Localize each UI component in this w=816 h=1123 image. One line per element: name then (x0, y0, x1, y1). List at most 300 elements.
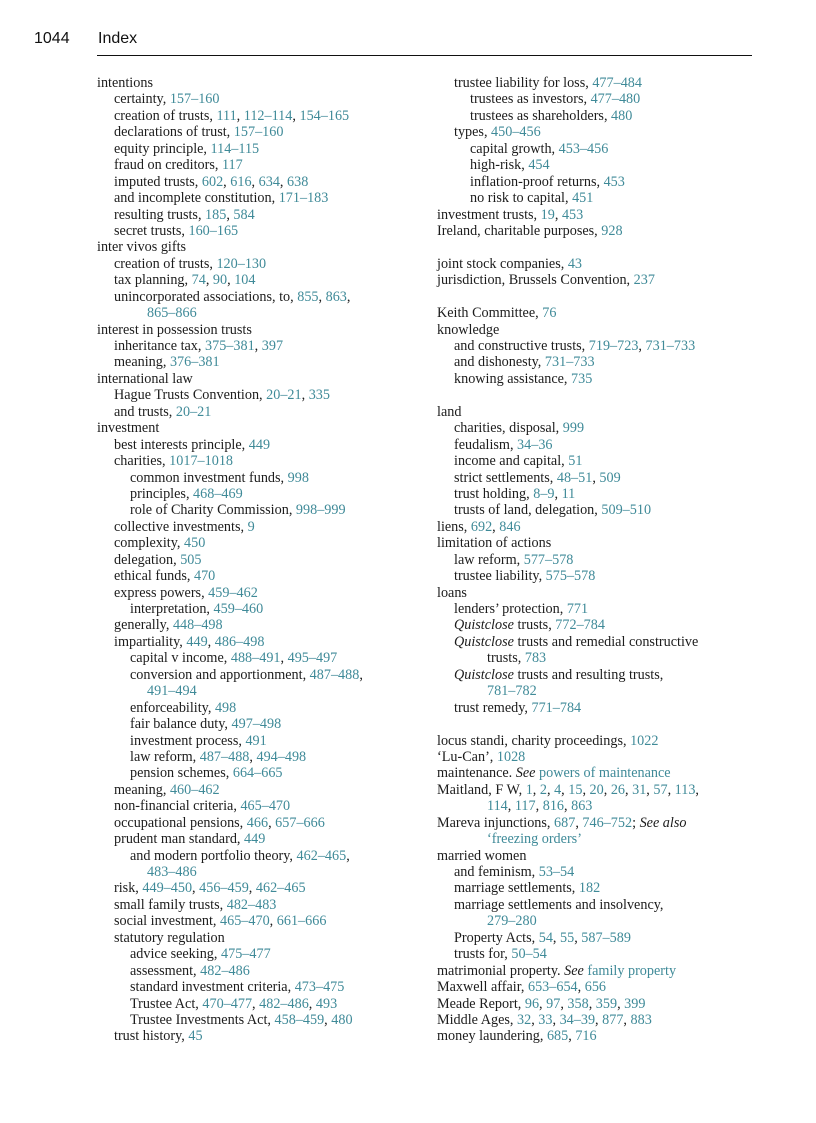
entry-text: trusts for, (454, 946, 512, 963)
page-reference-link[interactable]: 4 (554, 781, 562, 798)
page-number: 1044 (34, 30, 70, 47)
index-entry-continuation (437, 831, 747, 847)
page-reference-link[interactable]: 33 (538, 1011, 553, 1028)
entry-text: investment trusts, (437, 206, 541, 223)
page-reference-link[interactable]: 114 (487, 798, 508, 815)
index-entry (437, 272, 747, 288)
entry-text: land (437, 403, 462, 420)
page-reference-link[interactable]: 453–456 (558, 140, 609, 157)
page-reference-link[interactable]: 998–999 (295, 502, 346, 519)
page-reference-link[interactable]: 120–130 (216, 255, 267, 272)
page-reference-link[interactable]: 509 (599, 469, 621, 486)
page-reference-link[interactable]: 638 (287, 173, 309, 190)
entry-text: , (638, 338, 646, 354)
page-reference-link[interactable]: 731–733 (645, 338, 696, 354)
page-reference-link[interactable]: 453 (561, 206, 584, 223)
page-reference-link[interactable]: 19 (540, 206, 555, 223)
index-subentry (97, 453, 417, 469)
page-reference-link[interactable]: 43 (567, 255, 583, 272)
page-reference-link[interactable]: powers of maintenance (539, 765, 671, 782)
page-reference-link[interactable]: 470–477 (202, 995, 253, 1012)
index-subentry (437, 601, 747, 617)
index-entry (437, 322, 747, 338)
page-reference-link[interactable]: 928 (601, 222, 623, 239)
entry-text: Trustee Act, (130, 995, 203, 1012)
page-reference-link[interactable]: 491 (245, 732, 267, 749)
page-reference-link[interactable]: 719–723 (588, 338, 639, 354)
entry-text: trusts of land, delegation, (454, 502, 602, 519)
page-reference-link[interactable]: 462–465 (296, 847, 347, 864)
entry-text: Property Acts, (454, 929, 539, 946)
page-reference-link[interactable]: 375–381 (205, 338, 255, 354)
page-reference-link[interactable]: 687 (554, 814, 576, 831)
index-subentry (97, 930, 417, 946)
page-reference-link[interactable]: 491–494 (147, 683, 197, 700)
page-reference-link[interactable]: 685 (546, 1028, 569, 1045)
index-subentry (97, 765, 417, 781)
page-reference-link[interactable]: 1028 (496, 748, 526, 765)
page-reference-link[interactable]: 486–498 (214, 633, 265, 650)
page-reference-link[interactable]: 1 (525, 781, 533, 798)
page-reference-link[interactable]: 11 (561, 485, 576, 502)
page-reference-link[interactable]: 771 (566, 601, 589, 617)
page-reference-link[interactable]: 746–752 (582, 814, 633, 831)
page-reference-link[interactable]: 863 (571, 798, 593, 815)
page-reference-link[interactable]: 575–578 (545, 568, 596, 585)
page-reference-link[interactable]: 182 (578, 880, 601, 897)
entry-text: , (507, 798, 515, 815)
index-subentry (437, 486, 747, 502)
page-reference-link[interactable]: family property (587, 962, 677, 979)
entry-text: feudalism, (454, 436, 518, 453)
page-reference-link[interactable]: 480 (331, 1011, 353, 1028)
entry-text: , (552, 1011, 560, 1028)
page-reference-link[interactable]: 855 (297, 288, 319, 305)
entry-text: meaning, (114, 354, 170, 371)
page-reference-link[interactable]: 1022 (630, 732, 659, 749)
page-reference-link[interactable]: 112–114 (243, 107, 293, 124)
index-subentry (97, 502, 417, 518)
entry-gap (437, 387, 747, 403)
index-subentry (97, 700, 417, 716)
index-subentry (437, 667, 747, 683)
page-reference-link[interactable]: 237 (633, 272, 655, 289)
entry-text: Keith Committee, (437, 305, 543, 322)
page-reference-link[interactable]: 473–475 (294, 979, 345, 996)
page-reference-link[interactable]: 76 (542, 305, 557, 322)
entry-text: , (646, 781, 654, 798)
page-reference-link[interactable]: 54 (538, 929, 553, 946)
index-entry (437, 223, 747, 239)
page-reference-link[interactable]: 661–666 (276, 913, 327, 930)
page-reference-link[interactable]: ‘freezing orders’ (487, 831, 582, 848)
entry-text: imputed trusts, (114, 173, 202, 190)
page-reference-link[interactable]: 31 (632, 781, 647, 798)
page-reference-link[interactable]: 113 (674, 781, 696, 798)
index-subentry (97, 141, 417, 157)
page-reference-link[interactable]: 160–165 (188, 222, 239, 239)
page-reference-link[interactable]: 735 (571, 370, 593, 387)
index-subentry (97, 585, 417, 601)
page-reference-link[interactable]: 482–483 (226, 896, 277, 913)
page-reference-link[interactable]: 487–488 (309, 666, 360, 683)
index-entry (437, 848, 747, 864)
page-reference-link[interactable]: 664–665 (232, 765, 283, 782)
page-reference-link[interactable]: 15 (568, 781, 583, 798)
page-reference-link[interactable]: 50–54 (511, 946, 547, 963)
index-subentry (437, 91, 747, 107)
page-reference-link[interactable]: 459–460 (213, 601, 264, 617)
index-entry (97, 239, 417, 255)
page-reference-link[interactable]: 456–459 (199, 880, 249, 897)
page-reference-link[interactable]: 279–280 (487, 913, 537, 930)
page-reference-link[interactable]: 498 (214, 699, 237, 716)
index-subentry (97, 897, 417, 913)
page-reference-link[interactable]: 449 (248, 436, 271, 453)
page-reference-link[interactable]: 771–784 (531, 699, 582, 716)
entry-text: , (667, 781, 675, 798)
index-entry (97, 420, 417, 436)
entry-text: locus standi, charity proceedings, (437, 732, 631, 749)
page-reference-link[interactable]: 477–480 (590, 91, 641, 108)
entry-text: enforceability, (130, 699, 215, 716)
index-subentry (437, 700, 747, 716)
page-reference-link[interactable]: 480 (611, 107, 633, 124)
index-subentry (437, 338, 747, 354)
entry-text: married women (437, 847, 527, 864)
entry-text: delegation, (114, 551, 181, 568)
entry-text: , (269, 913, 277, 930)
page-reference-link[interactable]: 2 (539, 781, 547, 798)
entry-text: money laundering, (437, 1028, 547, 1045)
entry-text: Meade Report, (437, 995, 525, 1012)
page-reference-link[interactable]: 53–54 (538, 864, 575, 880)
page-reference-link[interactable]: 459–462 (208, 584, 258, 601)
entry-text: best interests principle, (114, 436, 249, 453)
page-reference-link[interactable]: 846 (499, 518, 521, 535)
page-reference-link[interactable]: 493 (315, 995, 338, 1012)
page-reference-link[interactable]: 104 (234, 272, 256, 289)
entry-text: Middle Ages, (437, 1011, 517, 1028)
page-reference-link[interactable]: 584 (233, 206, 255, 223)
page-reference-link[interactable]: 466 (246, 814, 269, 831)
page-reference-link[interactable]: 883 (630, 1011, 652, 1028)
index-entry (437, 1028, 747, 1044)
page-reference-link[interactable]: 450–456 (491, 124, 541, 141)
page-reference-link[interactable]: 616 (230, 173, 252, 190)
entry-text: declarations of trust, (114, 124, 234, 141)
entry-text: , (561, 781, 569, 798)
page-reference-link[interactable]: 8–9 (533, 485, 555, 502)
page-reference-link[interactable]: 48–51 (556, 469, 593, 486)
entry-text: and dishonesty, (454, 354, 545, 371)
entry-text: , (554, 206, 562, 223)
index-subentry (97, 848, 417, 864)
page-reference-link[interactable]: 20–21 (175, 403, 212, 420)
page-reference-link[interactable]: 451 (572, 190, 594, 207)
page-reference-link[interactable]: 781–782 (487, 683, 537, 700)
entry-text: trustee liability for loss, (454, 75, 593, 91)
entry-text: risk, (114, 880, 143, 897)
index-entry (437, 815, 747, 831)
entry-text: high-risk, (470, 157, 529, 174)
entry-text: non-financial criteria, (114, 798, 241, 815)
entry-text: , (308, 995, 316, 1012)
entry-text: trusts, (487, 650, 525, 667)
page-reference-link[interactable]: 482–486 (259, 995, 309, 1012)
index-entry (437, 1012, 747, 1028)
index-subentry (97, 437, 417, 453)
page-reference-link[interactable]: 468–469 (193, 485, 243, 502)
entry-text: , (531, 1011, 539, 1028)
page-reference-link[interactable]: 154–165 (299, 107, 350, 124)
index-subentry (97, 256, 417, 272)
entry-text: , (568, 1028, 576, 1045)
page-reference-link[interactable]: 483–486 (147, 864, 197, 880)
index-subentry (437, 470, 747, 486)
page-reference-link[interactable]: 602 (201, 173, 224, 190)
page-reference-link[interactable]: 453 (603, 173, 625, 190)
index-subentry (97, 634, 417, 650)
page-reference-link[interactable]: 716 (575, 1028, 597, 1045)
page-reference-link[interactable]: 34–36 (517, 436, 553, 453)
page-reference-link[interactable]: 577–578 (523, 551, 574, 568)
index-subentry (437, 568, 747, 584)
entry-gap (437, 289, 747, 305)
page-reference-link[interactable]: 657–666 (275, 814, 325, 831)
entry-text: , (248, 880, 256, 897)
entry-text: capital growth, (470, 140, 559, 157)
index-subentry (97, 519, 417, 535)
page-reference-link[interactable]: 9 (247, 518, 255, 535)
page-reference-link[interactable]: 117 (221, 157, 243, 174)
entry-text: intentions (97, 75, 153, 91)
entry-text: creation of trusts, (114, 255, 217, 272)
index-subentry (97, 733, 417, 749)
page-reference-link[interactable]: 111 (216, 107, 237, 124)
entry-text: investment process, (130, 732, 246, 749)
page-reference-link[interactable]: 51 (568, 453, 583, 470)
page-reference-link[interactable]: 460–462 (169, 781, 220, 798)
index-subentry (97, 880, 417, 896)
entry-text: marriage settlements and insolvency, (454, 896, 664, 913)
index-subentry (97, 338, 417, 354)
entry-text: ; (632, 814, 640, 831)
page-reference-link[interactable]: 448–498 (172, 617, 223, 634)
index-subentry (437, 897, 747, 913)
entry-text: trust history, (114, 1028, 189, 1045)
page-reference-link[interactable]: 482–486 (200, 962, 250, 979)
page-reference-link[interactable]: 90 (212, 272, 228, 289)
page-reference-link[interactable]: 449 (186, 633, 208, 650)
entry-text: , (324, 1011, 332, 1028)
page-reference-link[interactable]: 470 (193, 568, 216, 585)
page-reference-link[interactable]: 487–488 (199, 748, 250, 765)
page-reference-link[interactable]: 462–465 (255, 880, 306, 897)
index-entry-continuation (437, 650, 747, 666)
entry-text: limitation of actions (437, 535, 552, 552)
page-reference-link[interactable]: 45 (188, 1028, 203, 1045)
page-reference-link[interactable]: 475–477 (221, 946, 271, 963)
entry-text: , (695, 781, 699, 798)
entry-text: , (205, 272, 213, 289)
index-subentry (437, 157, 747, 173)
page-reference-link[interactable]: 1017–1018 (169, 453, 233, 470)
page-reference-link[interactable]: 117 (514, 798, 536, 815)
entry-text: trustees as shareholders, (470, 107, 612, 124)
page-reference-link[interactable]: 865–866 (147, 305, 197, 322)
entry-text: , (552, 929, 561, 946)
index-subentry (97, 913, 417, 929)
page-reference-link[interactable]: 171–183 (278, 190, 329, 207)
entry-text: , (532, 781, 540, 798)
index-subentry (437, 617, 747, 633)
entry-text: , (249, 748, 257, 765)
running-header (0, 0, 816, 60)
index-subentry (97, 535, 417, 551)
entry-text: , (223, 173, 231, 190)
index-subentry (97, 601, 417, 617)
entry-text: , (292, 107, 300, 124)
index-entry (97, 75, 417, 91)
page-reference-link[interactable]: 863 (325, 288, 347, 305)
page-reference-link[interactable]: 477–484 (592, 75, 642, 91)
index-subentry (97, 831, 417, 847)
entry-text: , (301, 387, 309, 404)
index-subentry (97, 486, 417, 502)
page-reference-link[interactable]: 32 (517, 1011, 532, 1028)
page-reference-link[interactable]: 397 (261, 338, 284, 354)
page-reference-link[interactable]: 509–510 (601, 502, 652, 519)
page-reference-link[interactable]: 157–160 (233, 124, 284, 141)
entry-text: unincorporated associations, to, (114, 288, 298, 305)
page-reference-link[interactable]: 157–160 (169, 91, 220, 108)
entry-text: lenders’ protection, (454, 601, 567, 617)
page-reference-link[interactable]: 97 (546, 995, 561, 1012)
page-reference-link[interactable]: 998 (287, 469, 309, 486)
index-subentry (437, 946, 747, 962)
page-reference-link[interactable]: 495–497 (287, 650, 338, 667)
index-subentry (97, 354, 417, 370)
page-reference-link[interactable]: 692 (470, 518, 493, 535)
entry-text: income and capital, (454, 453, 569, 470)
page-reference-link[interactable]: 359 (595, 995, 618, 1012)
entry-text: , (346, 288, 351, 305)
entry-text: statutory regulation (114, 929, 225, 946)
index-subentry (97, 798, 417, 814)
entry-text: trusts, (513, 617, 556, 634)
index-subentry (97, 470, 417, 486)
page-reference-link[interactable]: 449–450 (142, 880, 193, 897)
entry-text: trust holding, (454, 485, 534, 502)
page-reference-link[interactable]: 494–498 (256, 748, 307, 765)
entry-text: charities, (114, 453, 170, 470)
index-entry (437, 305, 747, 321)
entry-text: Quistclose (454, 633, 514, 650)
index-subentry (437, 502, 747, 518)
page-reference-link[interactable]: 376–381 (169, 354, 220, 371)
entry-text: liens, (437, 518, 471, 535)
page-reference-link[interactable]: 96 (524, 995, 540, 1012)
entry-text: , (279, 173, 288, 190)
page-reference-link[interactable]: 653–654 (527, 979, 578, 996)
index-subentry (97, 996, 417, 1012)
header-rule (97, 55, 752, 56)
page-reference-link[interactable]: 465–470 (240, 798, 291, 815)
entry-text: knowledge (437, 321, 500, 338)
entry-text: common investment funds, (130, 469, 288, 486)
page-reference-link[interactable]: 358 (567, 995, 589, 1012)
page-reference-link[interactable]: 185 (205, 206, 227, 223)
page-reference-link[interactable]: 587–589 (581, 929, 631, 946)
page-reference-link[interactable]: 816 (542, 798, 564, 815)
page-reference-link[interactable]: 55 (560, 929, 575, 946)
entry-text: Quistclose (454, 666, 514, 683)
index-subentry (97, 946, 417, 962)
page-reference-link[interactable]: 999 (562, 420, 585, 437)
page-reference-link[interactable]: 449 (244, 831, 266, 848)
entry-text: , (560, 995, 568, 1012)
page-reference-link[interactable]: 450 (184, 535, 206, 552)
page-reference-link[interactable]: 399 (624, 995, 646, 1012)
index-entry-continuation (437, 913, 747, 929)
entry-text: and constructive trusts, (454, 338, 589, 354)
index-subentry (97, 1012, 417, 1028)
page-reference-link[interactable]: 20–21 (266, 387, 302, 404)
entry-text: conversion and apportionment, (130, 666, 310, 683)
entry-text: , (492, 518, 500, 535)
page-reference-link[interactable]: 877 (602, 1011, 624, 1028)
index-subentry (97, 963, 417, 979)
index-subentry (97, 91, 417, 107)
entry-text: , (251, 173, 259, 190)
page-reference-link[interactable]: 656 (584, 979, 606, 996)
index-subentry (97, 716, 417, 732)
page-reference-link[interactable]: 34–39 (559, 1011, 596, 1028)
index-subentry (97, 174, 417, 190)
entry-text: fair balance duty, (130, 716, 232, 733)
page-reference-link[interactable]: 57 (653, 781, 668, 798)
page-reference-link[interactable]: 488–491 (230, 650, 281, 667)
index-column-right (437, 75, 747, 1045)
index-subentry (97, 979, 417, 995)
page-reference-link[interactable]: 454 (528, 157, 550, 174)
page-reference-link[interactable]: 731–733 (544, 354, 595, 371)
index-subentry (437, 174, 747, 190)
entry-text: , (535, 798, 543, 815)
entry-text: strict settlements, (454, 469, 557, 486)
index-subentry (437, 930, 747, 946)
page-reference-link[interactable]: 458–459 (274, 1011, 325, 1028)
page-reference-link[interactable]: 497–498 (231, 716, 282, 733)
page-reference-link[interactable]: 783 (524, 650, 547, 667)
entry-text: , (575, 814, 583, 831)
page-reference-link[interactable]: 772–784 (555, 617, 605, 634)
page-reference-link[interactable]: 20 (589, 781, 604, 798)
index-subentry (437, 108, 747, 124)
index-subentry (97, 667, 417, 683)
index-subentry (437, 864, 747, 880)
page-reference-link[interactable]: 74 (191, 272, 206, 289)
page-reference-link[interactable]: 465–470 (220, 913, 270, 930)
page-reference-link[interactable]: 505 (180, 551, 202, 568)
entry-text: trusts and resulting trusts, (513, 666, 664, 683)
page-reference-link[interactable]: 114–115 (210, 140, 260, 157)
index-entry (437, 207, 747, 223)
page-reference-link[interactable]: 335 (308, 387, 330, 404)
page-reference-link[interactable]: 634 (258, 173, 280, 190)
page-reference-link[interactable]: 26 (610, 781, 625, 798)
